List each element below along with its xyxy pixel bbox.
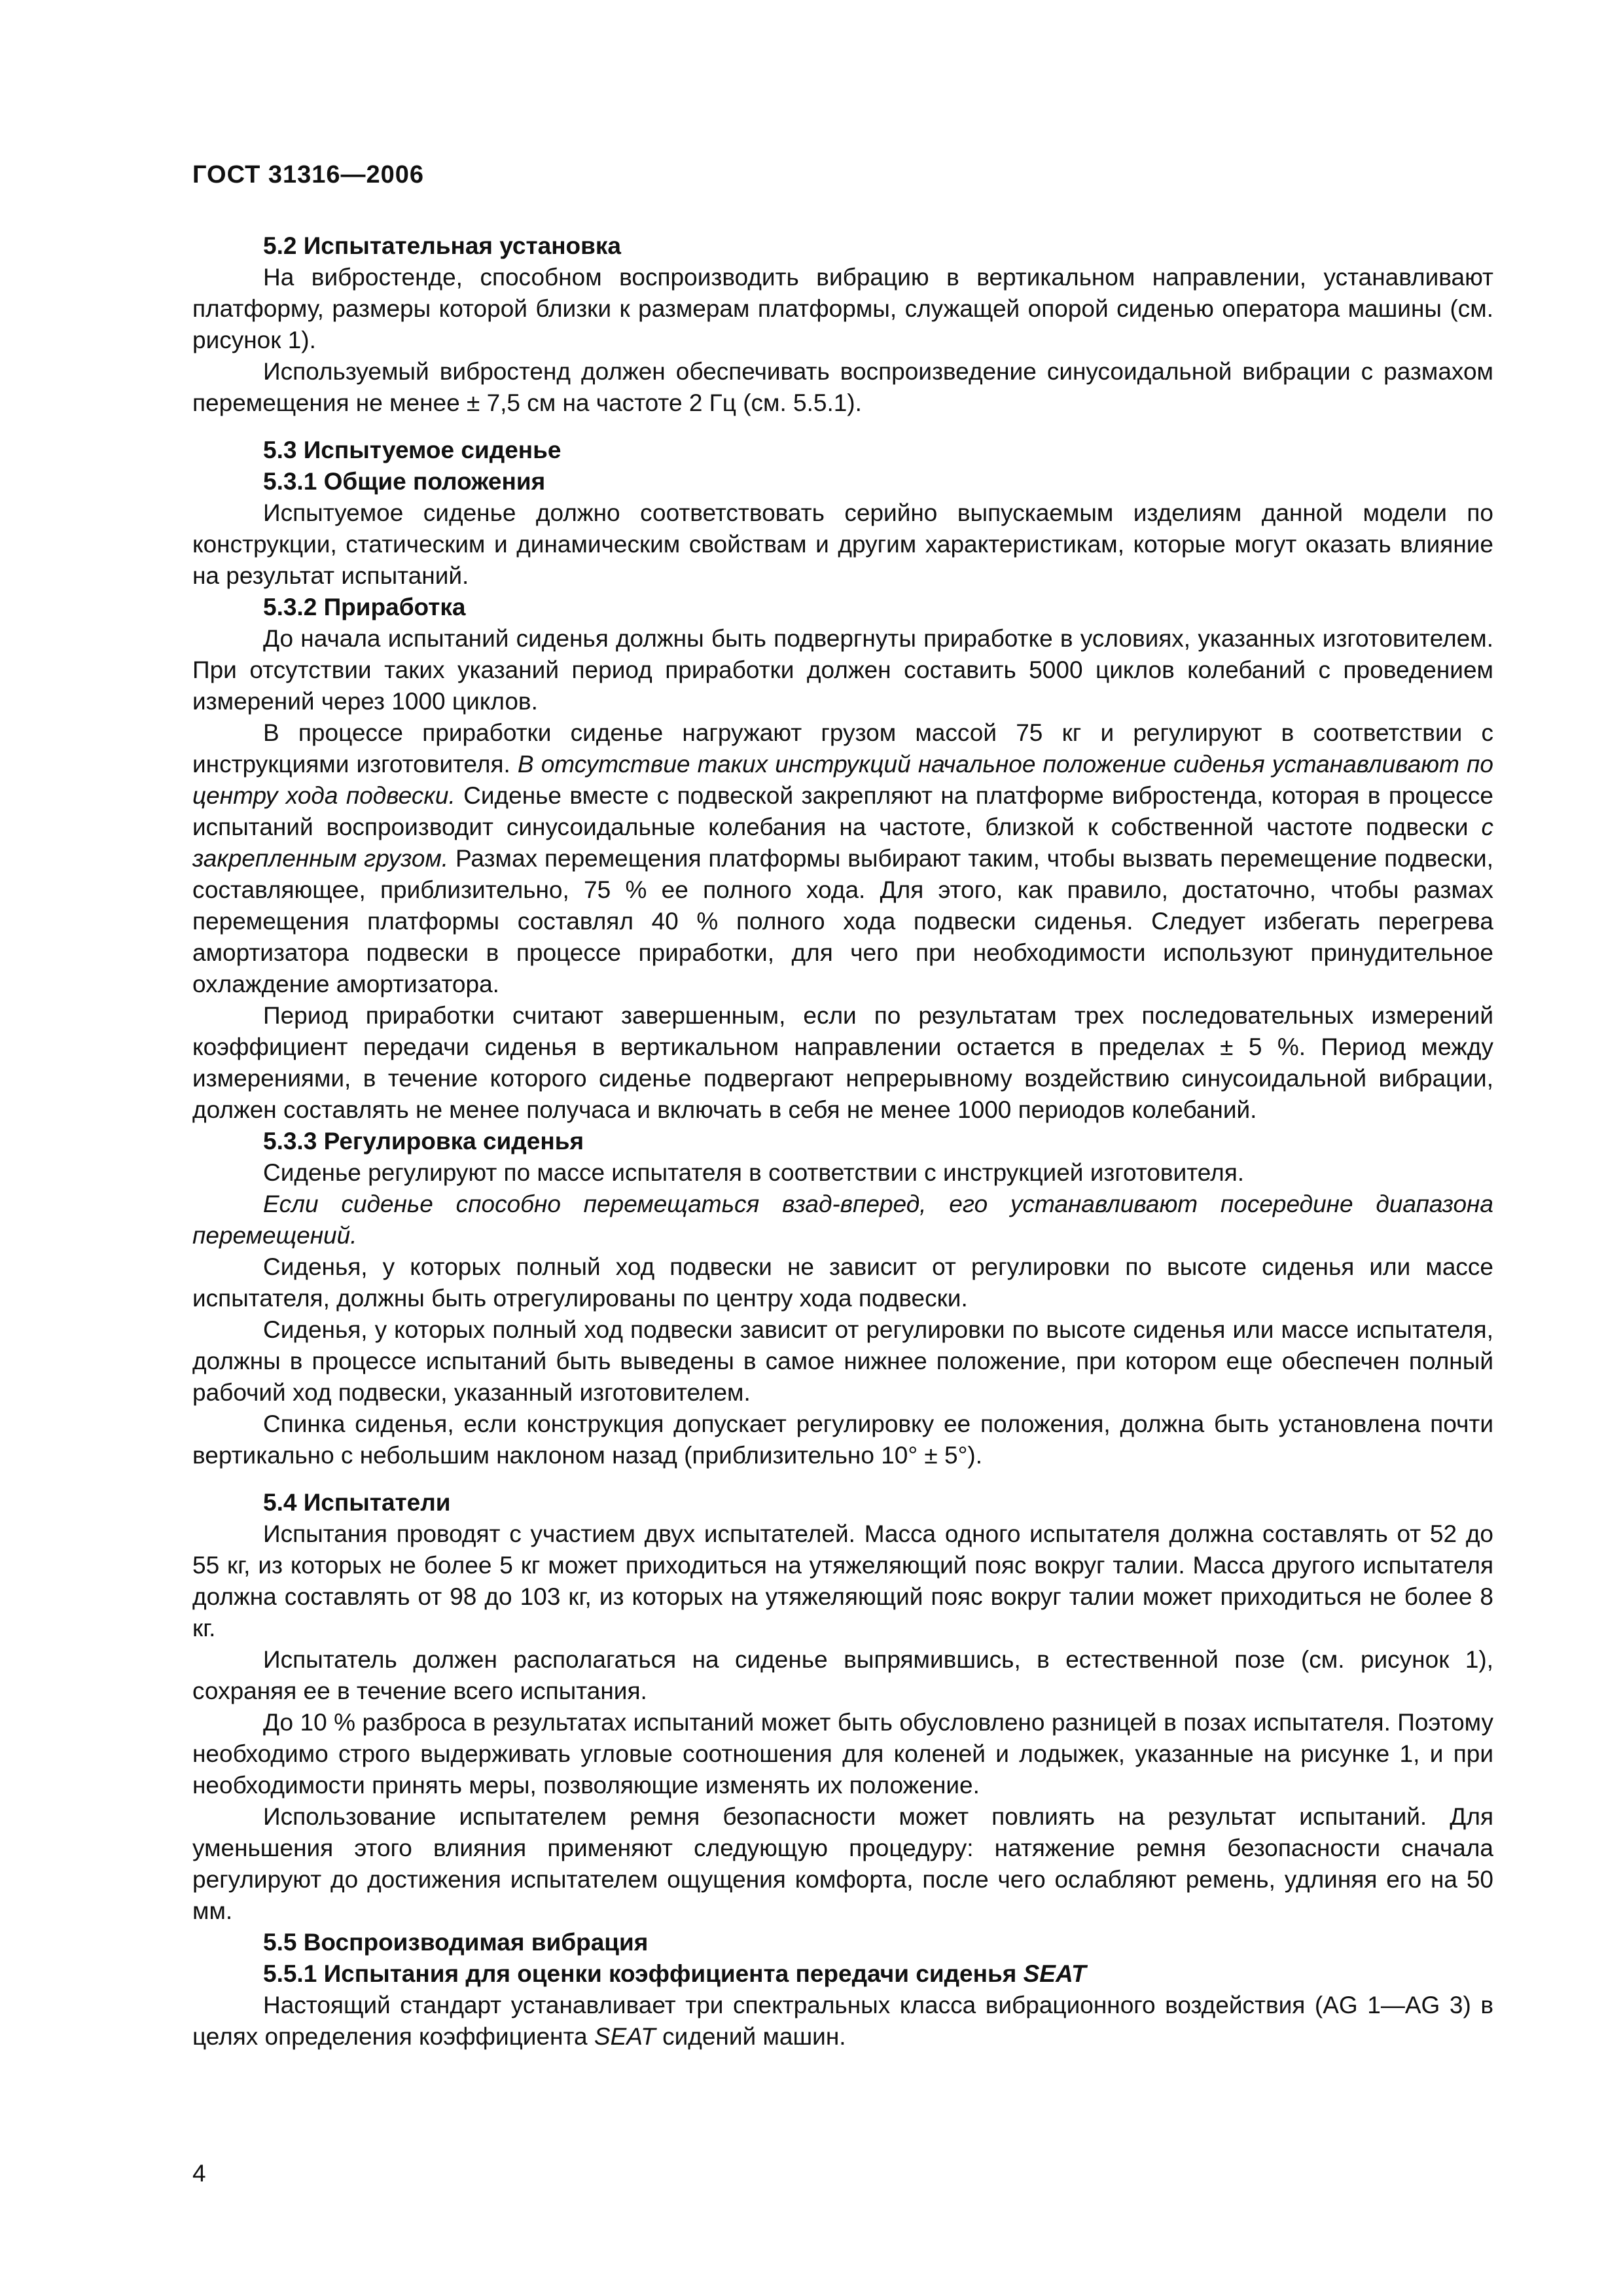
section-5-4-title: 5.4 Испытатели [263, 1489, 451, 1516]
section-5-5-1-title [192, 1958, 1493, 1990]
document-body [192, 230, 1493, 2053]
paragraph: Испытуемое сиденье должно соответствовать серийно выпускаемым изделиям данной модели по конструкции, статическим и динамическим свойствам и другим характеристикам, которые могут оказать влияние на результат испытаний. [192, 499, 1493, 589]
section-5-2-title: 5.2 Испытательная установка [263, 232, 621, 259]
section-5-3-2-title: 5.3.2 Приработка [263, 594, 466, 620]
paragraph: Испытатель должен располагаться на сиденье выпрямившись, в естественной позе (см. рисунок 1), сохраняя ее в течение всего испытания. [192, 1646, 1493, 1704]
section-5-3-title: 5.3 Испытуемое сиденье [263, 437, 562, 463]
text-run: В процессе приработки сиденье нагружают грузом массой 75 кг и регулируют в соответствии с инструкциями изготовителя. [192, 719, 1493, 778]
paragraph: Сиденье регулируют по массе испытателя в соответствии с инструкцией изготовителя. [263, 1159, 1245, 1186]
section-5-3-3-title: 5.3.3 Регулировка сиденья [263, 1128, 584, 1155]
paragraph: Испытания проводят с участием двух испытателей. Масса одного испытателя должна составлять от 52 до 55 кг, из которых не более 5 кг может приходиться на утяжеляющий пояс вокруг талии. Масса другого испытателя должна составлять от 98 до 103 кг, из которых на утяжеляющий пояс вокруг талии может приходиться не более 8 кг. [192, 1520, 1493, 1641]
paragraph: Использование испытателем ремня безопасности может повлиять на результат испытаний. Для уменьшения этого влияния применяют следующую процедуру: натяжение ремня безопасности сначала регулируют до достижения испытателем ощущения комфорта, после чего ослабляют ремень, удлиняя его на 50 мм. [192, 1803, 1493, 1924]
paragraph: Период приработки считают завершенным, если по результатам трех последовательных измерений коэффициент передачи сиденья в вертикальном направлении остается в пределах ± 5 %. Период между измерениями, в течение которого сиденье подвергают непрерывному воздействию синусоидальной вибрации, должен составлять не менее получаса и включать в себя не менее 1000 периодов колебаний. [192, 1002, 1493, 1123]
paragraph: До начала испытаний сиденья должны быть подвергнуты приработке в условиях, указанных изготовителем. При отсутствии таких указаний период приработки должен составить 5000 циклов колебаний с проведением измерений через 1000 циклов. [192, 625, 1493, 715]
text-run: Настоящий стандарт устанавливает три спектральных класса вибрационного воздействия (AG 1—AG 3) в целях определения коэффициента [192, 1992, 1493, 2050]
paragraph: Спинка сиденья, если конструкция допускает регулировку ее положения, должна быть установлена почти вертикально с небольшим наклоном назад (приблизительно 10° ± 5°). [192, 1410, 1493, 1469]
text-run: Сиденье вместе с подвеской закрепляют на платформе вибростенда, которая в процессе испытаний воспроизводит синусоидальные колебания на частоте, близкой к собственной частоте подвески [192, 782, 1493, 840]
italic-run: SEAT [1023, 1960, 1086, 1987]
italic-run: Если сиденье способно перемещаться взад-вперед, его устанавливают посередине диапазона перемещений. [192, 1191, 1493, 1249]
document-header: ГОСТ 31316—2006 [192, 161, 425, 188]
text-run: Размах перемещения платформы выбирают таким, чтобы вызвать перемещение подвески, составляющее, приблизительно, 75 % ее полного хода. Для этого, как правило, достаточно, чтобы размах перемещения платформы составлял 40 % полного хода подвески сиденья. Следует избегать перегрева амортизатора подвески в процессе приработки, для чего при необходимости используют принудительное охлаждение амортизатора. [192, 845, 1493, 997]
text-run: сидений машин. [655, 2023, 846, 2050]
page-number: 4 [192, 2160, 206, 2187]
paragraph: Используемый вибростенд должен обеспечивать воспроизведение синусоидальной вибрации с размахом перемещения не менее ± 7,5 см на частоте 2 Гц (см. 5.5.1). [192, 358, 1493, 416]
paragraph: До 10 % разброса в результатах испытаний может быть обусловлено разницей в позах испытателя. Поэтому необходимо строго выдерживать угловые соотношения для коленей и лодыжек, указанные на рисунке 1, и при необходимости принять меры, позволяющие изменять их положение. [192, 1709, 1493, 1799]
italic-run: В отсутствие таких инструкций начальное положение сиденья устанавливают по центру хода подвески. [192, 751, 1493, 809]
section-5-5-title: 5.5 Воспроизводимая вибрация [263, 1929, 649, 1956]
text-run: 5.5.1 Испытания для оценки коэффициента передачи сиденья [263, 1960, 1024, 1987]
paragraph-italic [192, 1189, 1493, 1251]
paragraph: Сиденья, у которых полный ход подвески не зависит от регулировки по высоте сиденья или массе испытателя, должны быть отрегулированы по центру хода подвески. [192, 1253, 1493, 1312]
italic-run: с закрепленным грузом. [192, 814, 1493, 872]
paragraph-mixed [192, 717, 1493, 1000]
paragraph-mixed [192, 1990, 1493, 2053]
paragraph: На вибростенде, способном воспроизводить вибрацию в вертикальном направлении, устанавливают платформу, размеры которой близки к размерам платформы, служащей опорой сиденью оператора машины (см. рисунок 1). [192, 264, 1493, 353]
section-5-3-1-title: 5.3.1 Общие положения [263, 468, 546, 495]
italic-run: SEAT [594, 2023, 656, 2050]
paragraph: Сиденья, у которых полный ход подвески зависит от регулировки по высоте сиденья или массе испытателя, должны в процессе испытаний быть выведены в самое нижнее положение, при котором еще обеспечен полный рабочий ход подвески, указанный изготовителем. [192, 1316, 1493, 1406]
